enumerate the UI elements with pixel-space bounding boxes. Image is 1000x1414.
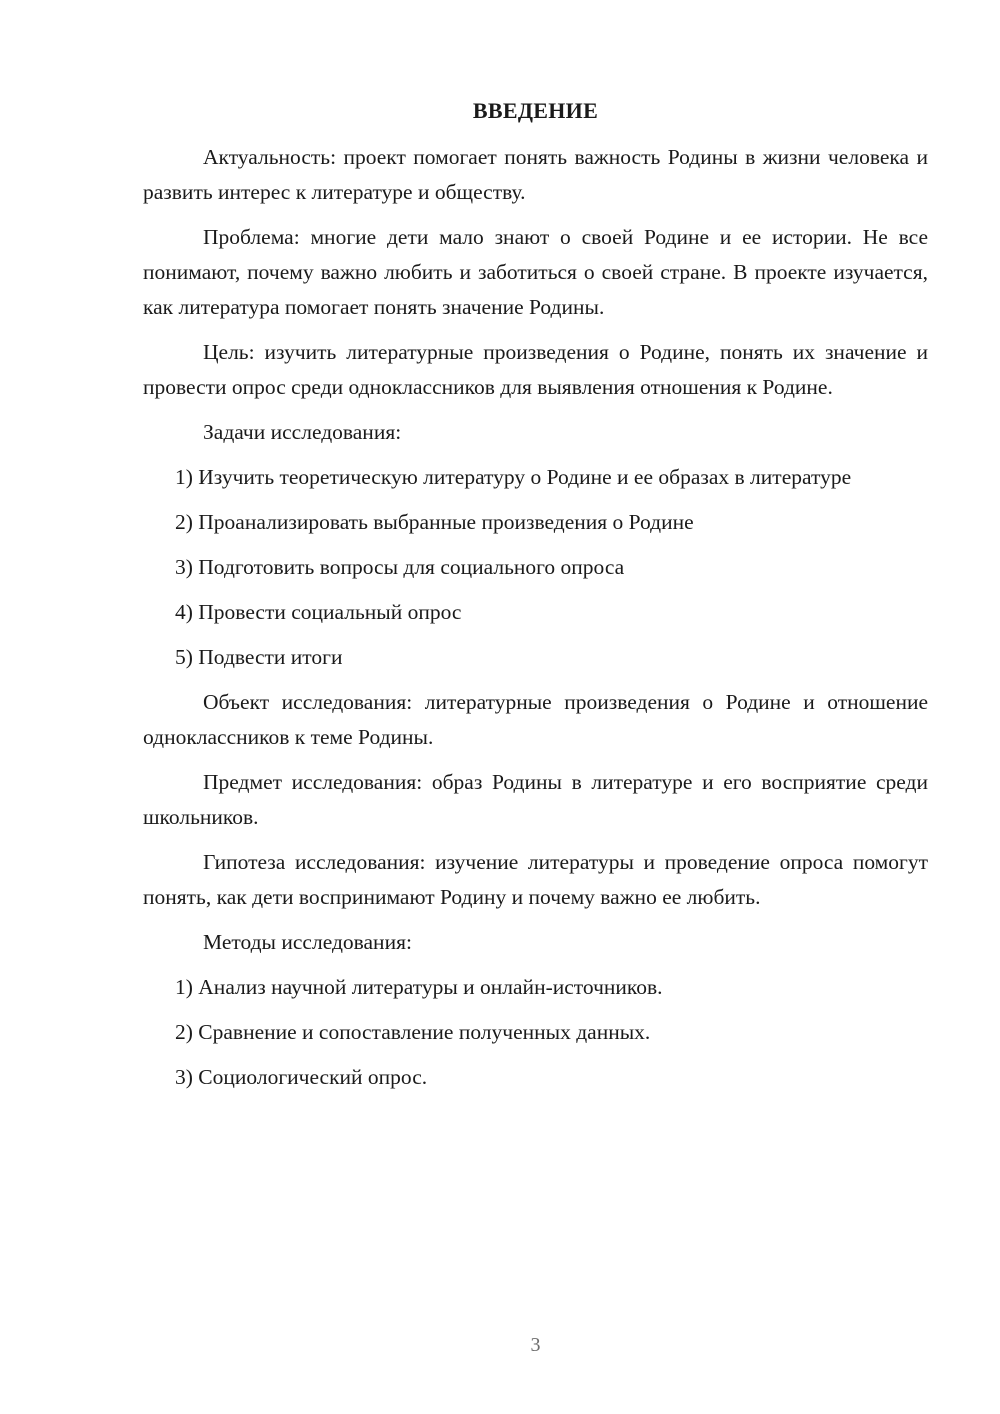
subject-paragraph: Предмет исследования: образ Родины в литературе и его восприятие среди школьников. <box>143 770 928 829</box>
object-paragraph: Объект исследования: литературные произведения о Родине и отношение одноклассников к теме Родины. <box>143 690 928 749</box>
task-item: 2) Проанализировать выбранные произведения о Родине <box>175 510 694 534</box>
relevance-paragraph: Актуальность: проект помогает понять важность Родины в жизни человека и развить интерес к литературе и обществу. <box>143 145 928 204</box>
tasks-heading: Задачи исследования: <box>203 420 402 444</box>
task-item: 5) Подвести итоги <box>175 645 343 669</box>
method-item: 1) Анализ научной литературы и онлайн-источников. <box>175 975 663 999</box>
document-page <box>143 0 928 1414</box>
problem-paragraph: Проблема: многие дети мало знают о своей Родине и ее истории. Не все понимают, почему важно любить и заботиться о своей стране. В проекте изучается, как литература помогает понять значение Родины. <box>143 225 928 319</box>
document-body <box>143 140 928 1105</box>
goal-paragraph: Цель: изучить литературные произведения о Родине, понять их значение и провести опрос среди одноклассников для выявления отношения к Родине. <box>143 340 928 399</box>
section-title: ВВЕДЕНИЕ <box>472 98 599 123</box>
method-item: 3) Социологический опрос. <box>175 1065 428 1089</box>
task-item: 1) Изучить теоретическую литературу о Родине и ее образах в литературе <box>175 465 852 489</box>
hypothesis-paragraph: Гипотеза исследования: изучение литературы и проведение опроса помогут понять, как дети воспринимают Родину и почему важно ее любить. <box>143 850 928 909</box>
methods-heading: Методы исследования: <box>203 930 412 954</box>
method-item: 2) Сравнение и сопоставление полученных данных. <box>175 1020 651 1044</box>
task-item: 3) Подготовить вопросы для социального опроса <box>175 555 625 579</box>
task-item: 4) Провести социальный опрос <box>175 600 462 624</box>
page-number: 3 <box>530 1334 541 1356</box>
